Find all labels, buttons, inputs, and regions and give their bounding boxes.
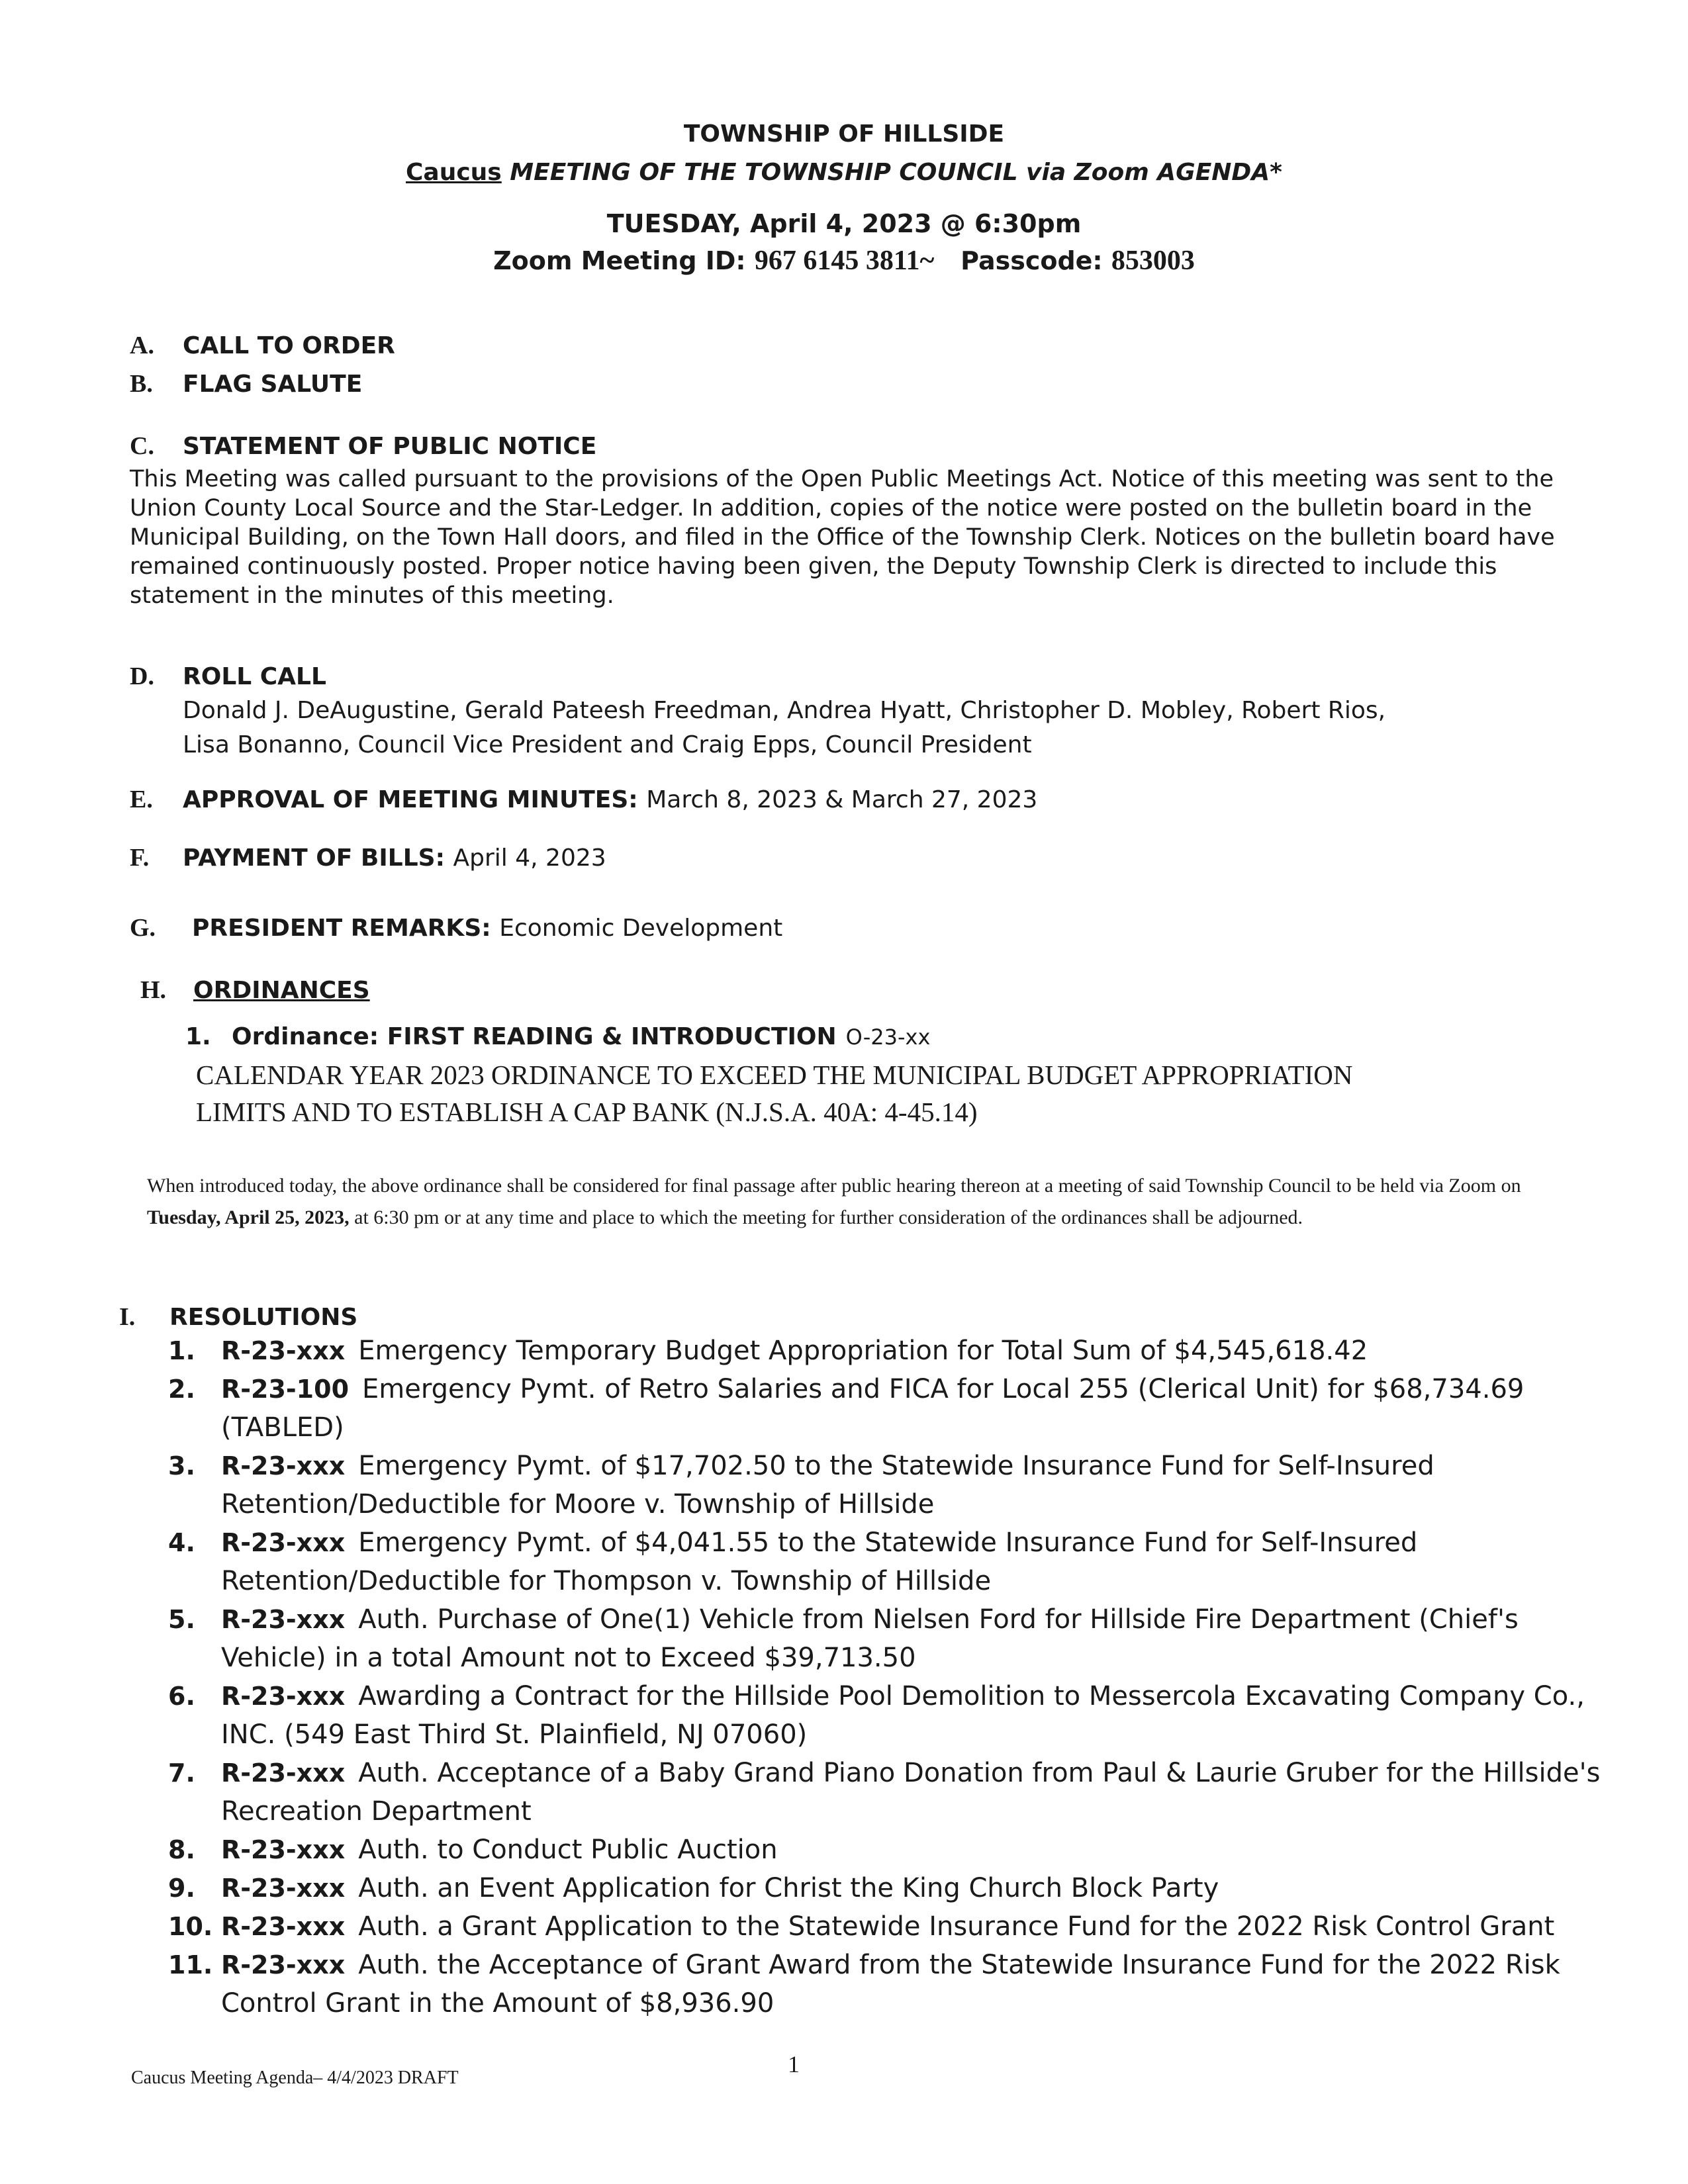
resolution-text: Auth. the Acceptance of Grant Award from the Statewide Insurance Fund for the 2022 Risk Control Grant in the Amount of $8,936.90 [221,1950,1560,2019]
roll-call-line: Lisa Bonanno, Council Vice President and Craig Epps, Council President [183,731,1032,758]
zoom-info [0,245,1688,277]
resolution-number: 9. [168,1874,195,1903]
section-title: RESOLUTIONS [169,1304,358,1331]
section-title: ORDINANCES [193,977,370,1004]
section-letter: F. [130,844,150,872]
ordinance-title-line: CALENDAR YEAR 2023 ORDINANCE TO EXCEED THE MUNICIPAL BUDGET APPROPRIATION [196,1060,1353,1090]
resolution-code: R-23-xxx [221,1451,346,1480]
resolution-item [168,1677,1605,1754]
ordinance-label: Ordinance: FIRST READING & INTRODUCTION [232,1023,837,1050]
ordinance-note-text: When introduced today, the above ordinance shall be considered for final passage after public hearing thereon at a meeting of said Township Council to be held via Zoom on [147,1175,1521,1197]
section-i [119,1302,357,1332]
president-remarks: Economic Development [499,915,783,942]
resolution-number: 3. [168,1451,195,1480]
resolution-text: Awarding a Contract for the Hillside Pool Demolition to Messercola Excavating Company Co., INC. (549 East Third St. Plainfield, NJ 07060) [221,1681,1585,1750]
resolution-item [168,1754,1605,1831]
section-title: FLAG SALUTE [183,371,363,398]
ordinance-note-text: at 6:30 pm or at any time and place to which the meeting for further consideration of the ordinances shall be adjourned. [354,1206,1303,1228]
resolution-item [168,1370,1605,1447]
ordinance-item [185,1023,930,1050]
resolution-code: R-23-xxx [221,1336,346,1365]
section-g [130,913,782,942]
resolution-item [168,1907,1605,1946]
zoom-id: 967 6145 3811~ [754,246,935,276]
section-e [130,785,1037,814]
resolution-number: 4. [168,1528,195,1557]
section-letter: I. [119,1303,136,1331]
section-title: ROLL CALL [183,663,326,690]
resolution-code: R-23-xxx [221,1758,346,1788]
resolution-number: 1. [168,1336,195,1365]
section-h [140,976,370,1005]
resolution-text: Auth. to Conduct Public Auction [358,1835,778,1865]
section-title: STATEMENT OF PUBLIC NOTICE [183,433,597,460]
ordinance-code: O-23-xx [845,1024,931,1050]
meeting-title-text: MEETING OF THE TOWNSHIP COUNCIL via Zoom AGENDA* [510,159,1282,186]
resolution-item [168,1447,1605,1524]
resolution-number: 5. [168,1605,195,1634]
resolution-number: 6. [168,1682,195,1711]
resolution-code: R-23-xxx [221,1835,346,1864]
section-d [130,662,326,691]
resolution-text: Emergency Temporary Budget Appropriation for Total Sum of $4,545,618.42 [358,1336,1368,1366]
public-notice-text: This Meeting was called pursuant to the provisions of the Open Public Meetings Act. Notice of this meeting was sent to the Union County Local Source and the Star-Ledger. In addition, copies of the notice were posted on the bulletin board in the Municipal Building, on the Town Hall doors, and filed in the Office of the Township Clerk. Notices on the bulletin board have remained continuously posted. Proper notice having been given, the Deputy Township Clerk is directed to include this statement in the minutes of this meeting. [130,466,1555,609]
resolution-item [168,1869,1605,1907]
section-title: CALL TO ORDER [183,332,395,359]
resolution-code: R-23-xxx [221,1950,346,1979]
resolution-item [168,1831,1605,1869]
resolution-number: 7. [168,1758,195,1788]
ordinance-number: 1. [185,1023,211,1050]
section-letter: B. [130,370,153,398]
resolution-text: Auth. an Event Application for Christ the King Church Block Party [358,1873,1219,1903]
resolution-code: R-23-xxx [221,1605,346,1634]
resolution-text: Auth. Acceptance of a Baby Grand Piano Donation from Paul & Laurie Gruber for the Hillside's Recreation Department [221,1758,1601,1827]
resolution-code: R-23-xxx [221,1874,346,1903]
section-letter: H. [140,976,167,1004]
section-letter: C. [130,432,154,460]
resolution-code: R-23-100 [221,1375,350,1404]
section-letter: D. [130,662,154,690]
resolution-item [168,1600,1605,1677]
minutes-dates: March 8, 2023 & March 27, 2023 [646,786,1038,813]
section-b [130,369,362,398]
meeting-title [0,159,1688,186]
resolution-code: R-23-xxx [221,1528,346,1557]
resolution-item [168,1332,1605,1370]
section-letter: A. [130,332,154,359]
ordinance-note [147,1170,1557,1234]
page-number: 1 [788,2051,800,2077]
resolution-number: 10. [168,1912,213,1941]
meeting-type: Caucus [406,159,502,186]
meeting-date: TUESDAY, April 4, 2023 @ 6:30pm [606,209,1082,238]
passcode-label: Passcode: [961,246,1103,275]
ordinance-hearing-date: Tuesday, April 25, 2023, [147,1206,350,1228]
bills-date: April 4, 2023 [453,844,606,872]
section-c [130,432,596,461]
ordinance-title [196,1056,1493,1130]
section-a [130,331,395,360]
resolution-text: Auth. a Grant Application to the Statewide Insurance Fund for the 2022 Risk Control Grant [358,1911,1555,1942]
section-letter: E. [130,786,153,813]
footer-label: Caucus Meeting Agenda– 4/4/2023 DRAFT [131,2068,459,2088]
resolution-item [168,1946,1605,2023]
resolution-code: R-23-xxx [221,1912,346,1941]
resolution-text: Emergency Pymt. of $17,702.50 to the Statewide Insurance Fund for Self-Insured Retention/Deductible for Moore v. Township of Hillside [221,1451,1434,1520]
resolution-number: 8. [168,1835,195,1864]
ordinance-title-line: LIMITS AND TO ESTABLISH A CAP BANK (N.J.S.A. 40A: 4-45.14) [196,1097,978,1127]
zoom-id-label: Zoom Meeting ID: [493,246,746,275]
resolutions-list [168,1332,1605,2023]
section-title: APPROVAL OF MEETING MINUTES: [183,786,638,813]
resolution-item [168,1524,1605,1600]
passcode: 853003 [1111,246,1195,276]
resolution-text: Auth. Purchase of One(1) Vehicle from Nielsen Ford for Hillside Fire Department (Chief's Vehicle) in a total Amount not to Exceed $39,713.50 [221,1604,1519,1673]
section-title: PAYMENT OF BILLS: [183,844,445,872]
roll-call-names [183,694,1385,762]
section-f [130,843,606,872]
section-letter: G. [130,914,156,942]
township-title: TOWNSHIP OF HILLSIDE [683,120,1005,148]
resolution-number: 11. [168,1950,213,1979]
resolution-code: R-23-xxx [221,1682,346,1711]
resolution-text: Emergency Pymt. of Retro Salaries and FICA for Local 255 (Clerical Unit) for $68,734.69 (TABLED) [221,1374,1524,1443]
roll-call-line: Donald J. DeAugustine, Gerald Pateesh Freedman, Andrea Hyatt, Christopher D. Mobley, Robert Rios, [183,697,1386,724]
resolution-number: 2. [168,1375,195,1404]
resolution-text: Emergency Pymt. of $4,041.55 to the Statewide Insurance Fund for Self-Insured Retention/Deductible for Thompson v. Township of Hillside [221,1527,1418,1596]
section-title: PRESIDENT REMARKS: [192,915,491,942]
